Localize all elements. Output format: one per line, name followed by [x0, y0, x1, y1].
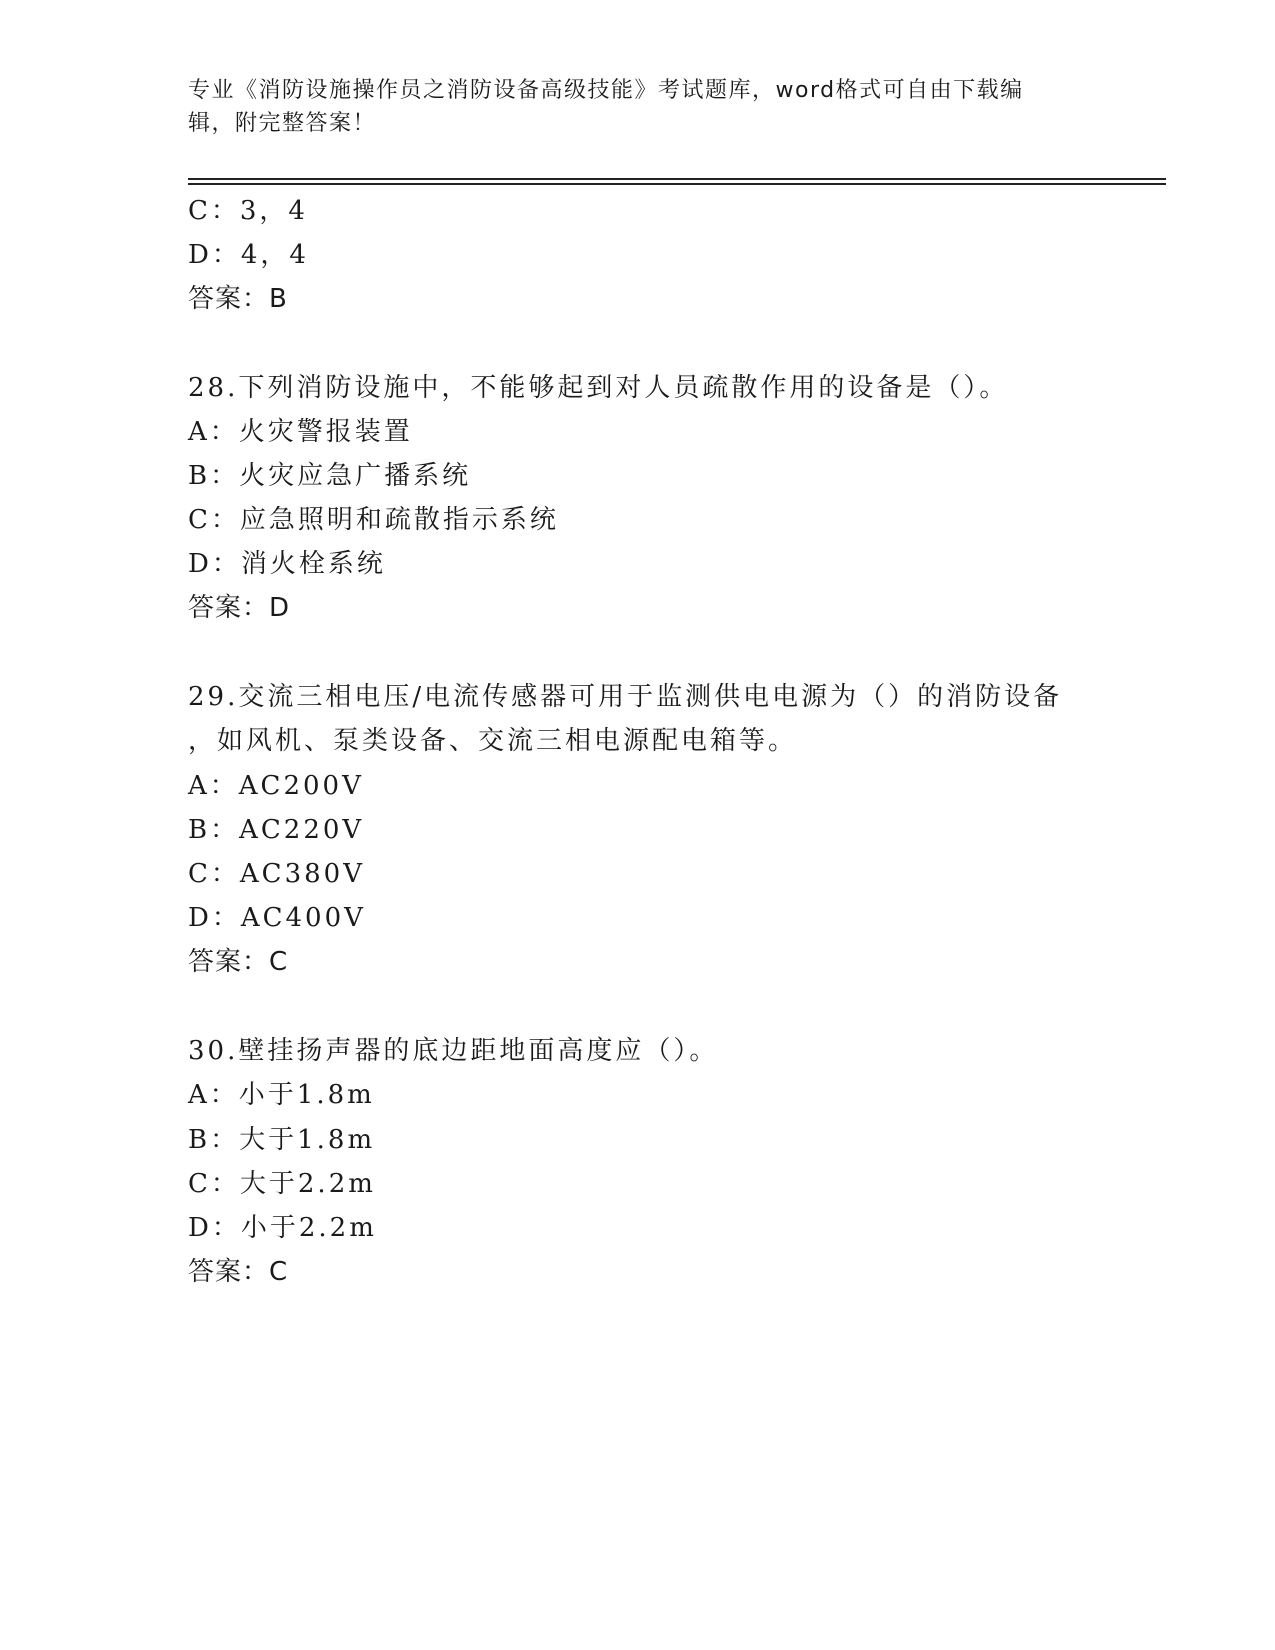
document-header — [188, 74, 1068, 140]
question-29-option-d: D：AC400V — [188, 903, 366, 933]
question-28-option-c: C：应急照明和疏散指示系统 — [188, 505, 559, 535]
header-divider-bottom — [188, 183, 1166, 185]
question-30-option-c: C：大于2.2m — [188, 1169, 376, 1199]
question-29-stem-line-1: 29.交流三相电压/电流传感器可用于监测供电电源为（）的消防设备 — [188, 682, 1063, 712]
question-28-option-b: B：火灾应急广播系统 — [188, 461, 472, 491]
prev-option-d: D：4，4 — [188, 240, 309, 270]
question-30-option-b: B：大于1.8m — [188, 1125, 376, 1155]
question-28-option-d: D：消火栓系统 — [188, 549, 386, 579]
prev-option-c: C：3，4 — [188, 196, 308, 226]
header-line-1: 专业《消防设施操作员之消防设备高级技能》考试题库，word格式可自由下载编 — [188, 78, 1024, 103]
header-divider-top — [188, 178, 1166, 180]
question-29-option-a: A：AC200V — [188, 771, 364, 801]
question-28-stem: 28.下列消防设施中，不能够起到对人员疏散作用的设备是（）。 — [188, 373, 1009, 403]
question-29-stem-line-2: ，如风机、泵类设备、交流三相电源配电箱等。 — [188, 726, 798, 756]
question-30-stem: 30.壁挂扬声器的底边距地面高度应（）。 — [188, 1036, 719, 1066]
prev-answer: 答案：B — [188, 284, 288, 314]
question-29-option-b: B：AC220V — [188, 815, 365, 845]
question-29-option-c: C：AC380V — [188, 859, 365, 889]
header-line-2: 辑，附完整答案！ — [188, 111, 377, 136]
question-30-answer: 答案：C — [188, 1257, 289, 1287]
question-30-option-a: A：小于1.8m — [188, 1080, 375, 1110]
question-30-option-d: D：小于2.2m — [188, 1213, 377, 1243]
question-29-answer: 答案：C — [188, 947, 289, 977]
question-28-option-a: A：火灾警报装置 — [188, 417, 413, 447]
question-28-answer: 答案：D — [188, 593, 291, 623]
